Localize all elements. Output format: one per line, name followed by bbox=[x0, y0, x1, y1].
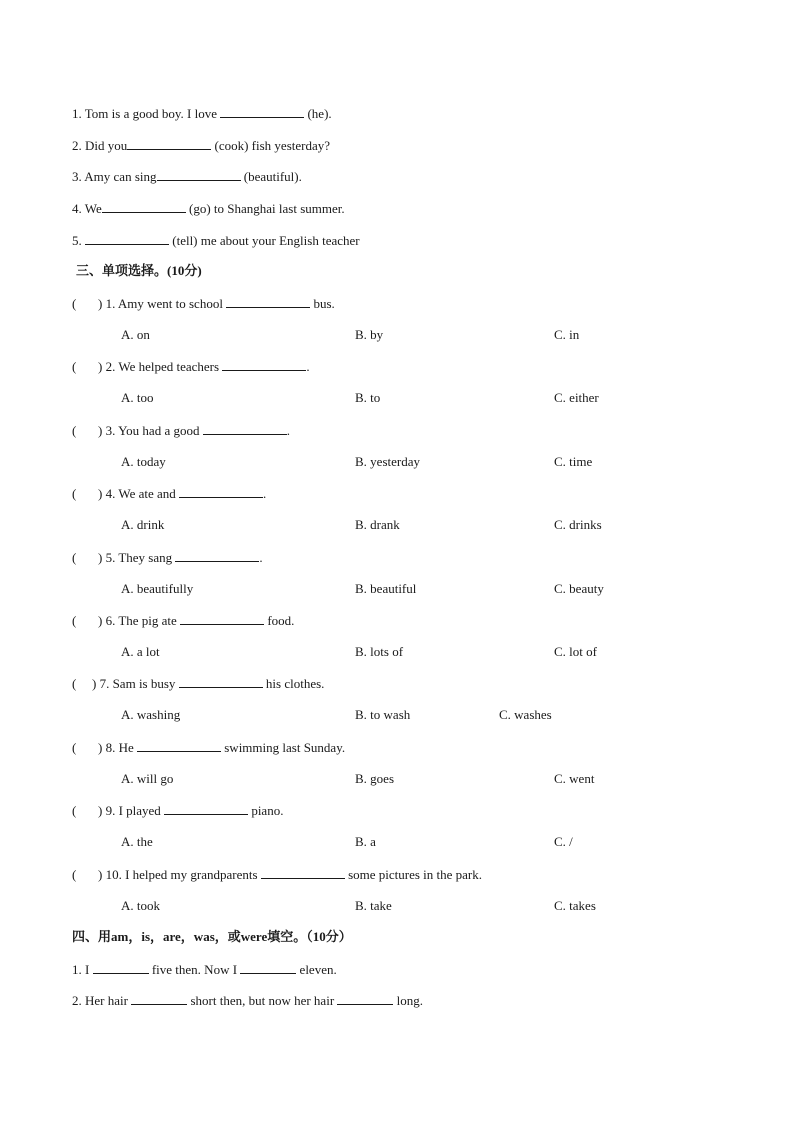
question-text-end: food. bbox=[264, 613, 295, 628]
question-4 bbox=[72, 485, 266, 502]
option-a[interactable]: A. the bbox=[121, 834, 153, 849]
option-c[interactable]: C. time bbox=[554, 454, 593, 469]
question-2 bbox=[72, 358, 310, 375]
answer-blank[interactable] bbox=[137, 739, 221, 752]
item-text: 1. Tom is a good boy. I love bbox=[72, 106, 221, 121]
question-6 bbox=[72, 612, 294, 629]
question-text: ) 9. I played bbox=[98, 803, 165, 818]
fill-verb-item-2 bbox=[72, 992, 423, 1009]
question-text: ) 6. The pig ate bbox=[98, 613, 181, 628]
option-a[interactable]: A. on bbox=[121, 327, 150, 342]
fill-item-4 bbox=[72, 200, 345, 217]
question-text-end: . bbox=[263, 486, 267, 501]
answer-blank[interactable] bbox=[127, 137, 211, 150]
answer-paren[interactable]: ( bbox=[72, 740, 77, 755]
option-b[interactable]: B. lots of bbox=[355, 644, 404, 659]
fill-verb-item-1 bbox=[72, 961, 337, 978]
question-text: ) 1. Amy went to school bbox=[98, 296, 227, 311]
answer-blank[interactable] bbox=[240, 961, 296, 974]
answer-blank[interactable] bbox=[337, 992, 393, 1005]
answer-paren[interactable]: ( bbox=[72, 550, 77, 565]
answer-paren[interactable]: ( bbox=[72, 296, 77, 311]
question-3 bbox=[72, 422, 290, 439]
option-b[interactable]: B. a bbox=[355, 834, 376, 849]
answer-paren[interactable]: ( bbox=[72, 803, 77, 818]
item-hint: (he). bbox=[304, 106, 332, 121]
answer-blank[interactable] bbox=[179, 675, 263, 688]
answer-paren[interactable]: ( bbox=[72, 359, 77, 374]
option-a[interactable]: A. beautifully bbox=[121, 581, 194, 596]
question-text-end: his clothes. bbox=[262, 676, 325, 691]
answer-paren[interactable]: ( bbox=[72, 486, 77, 501]
answer-blank[interactable] bbox=[175, 549, 259, 562]
question-text-end: bus. bbox=[310, 296, 335, 311]
option-b[interactable]: B. beautiful bbox=[355, 581, 417, 596]
item-hint: (cook) fish yesterday? bbox=[211, 138, 331, 153]
fill-item-3 bbox=[72, 168, 302, 185]
answer-paren[interactable]: ( bbox=[72, 613, 77, 628]
item-text: 4. We bbox=[72, 201, 102, 216]
question-7 bbox=[72, 675, 324, 692]
question-text: ) 4. We ate and bbox=[98, 486, 180, 501]
option-b[interactable]: B. by bbox=[355, 327, 384, 342]
answer-paren[interactable]: ( bbox=[72, 676, 77, 691]
option-c[interactable]: C. washes bbox=[499, 707, 552, 722]
option-b[interactable]: B. yesterday bbox=[355, 454, 420, 469]
question-text: ) 5. They sang bbox=[98, 550, 176, 565]
option-a[interactable]: A. today bbox=[121, 454, 166, 469]
option-c[interactable]: C. / bbox=[554, 834, 573, 849]
answer-blank[interactable] bbox=[85, 232, 169, 245]
option-b[interactable]: B. to wash bbox=[355, 707, 411, 722]
question-text: ) 3. You had a good bbox=[98, 423, 203, 438]
option-a[interactable]: A. too bbox=[121, 390, 154, 405]
option-b[interactable]: B. take bbox=[355, 898, 392, 913]
option-c[interactable]: C. drinks bbox=[554, 517, 602, 532]
answer-blank[interactable] bbox=[220, 105, 304, 118]
option-b[interactable]: B. drank bbox=[355, 517, 400, 532]
answer-blank[interactable] bbox=[203, 422, 287, 435]
option-a[interactable]: A. a lot bbox=[121, 644, 160, 659]
item-text: short then, but now her hair bbox=[187, 993, 338, 1008]
option-a[interactable]: A. will go bbox=[121, 771, 174, 786]
option-c[interactable]: C. takes bbox=[554, 898, 596, 913]
answer-blank[interactable] bbox=[222, 358, 306, 371]
option-c[interactable]: C. either bbox=[554, 390, 599, 405]
fill-item-2 bbox=[72, 137, 330, 154]
item-text: 2. Her hair bbox=[72, 993, 132, 1008]
option-a[interactable]: A. took bbox=[121, 898, 160, 913]
fill-item-1 bbox=[72, 105, 332, 122]
option-a[interactable]: A. washing bbox=[121, 707, 181, 722]
section-3-heading: 三、单项选择。(10分) bbox=[76, 263, 202, 278]
item-text: 1. I bbox=[72, 962, 93, 977]
answer-blank[interactable] bbox=[226, 295, 310, 308]
answer-blank[interactable] bbox=[261, 866, 345, 879]
item-text: 3. Amy can sing bbox=[72, 169, 157, 184]
item-text: eleven. bbox=[296, 962, 337, 977]
question-8 bbox=[72, 739, 345, 756]
question-text-end: piano. bbox=[248, 803, 284, 818]
question-text-end: . bbox=[259, 550, 263, 565]
answer-blank[interactable] bbox=[179, 485, 263, 498]
question-9 bbox=[72, 802, 283, 819]
question-text-end: . bbox=[286, 423, 290, 438]
section-4-heading: 四、用am，is，are，was，或were填空。（10分） bbox=[72, 929, 352, 944]
answer-blank[interactable] bbox=[93, 961, 149, 974]
item-text: 2. Did you bbox=[72, 138, 128, 153]
answer-blank[interactable] bbox=[157, 168, 241, 181]
answer-paren[interactable]: ( bbox=[72, 867, 77, 882]
question-text: ) 7. Sam is busy bbox=[92, 676, 179, 691]
question-5 bbox=[72, 549, 263, 566]
question-text: ) 8. He bbox=[98, 740, 137, 755]
option-c[interactable]: C. in bbox=[554, 327, 580, 342]
item-hint: (beautiful). bbox=[240, 169, 302, 184]
item-text: five then. Now I bbox=[148, 962, 241, 977]
option-a[interactable]: A. drink bbox=[121, 517, 165, 532]
question-1 bbox=[72, 295, 335, 312]
item-text: 5. bbox=[72, 233, 85, 248]
option-b[interactable]: B. to bbox=[355, 390, 381, 405]
question-text: ) 10. I helped my grandparents bbox=[98, 867, 261, 882]
answer-blank[interactable] bbox=[164, 802, 248, 815]
question-text: ) 2. We helped teachers bbox=[98, 359, 223, 374]
answer-blank[interactable] bbox=[131, 992, 187, 1005]
item-hint: (go) to Shanghai last summer. bbox=[185, 201, 345, 216]
question-text-end: . bbox=[306, 359, 310, 374]
answer-paren[interactable]: ( bbox=[72, 423, 77, 438]
option-c[interactable]: C. went bbox=[554, 771, 595, 786]
item-hint: (tell) me about your English teacher bbox=[169, 233, 360, 248]
question-text-end: swimming last Sunday. bbox=[221, 740, 346, 755]
option-b[interactable]: B. goes bbox=[355, 771, 394, 786]
fill-item-5 bbox=[72, 232, 360, 249]
question-10 bbox=[72, 866, 482, 883]
option-c[interactable]: C. beauty bbox=[554, 581, 604, 596]
option-c[interactable]: C. lot of bbox=[554, 644, 597, 659]
answer-blank[interactable] bbox=[180, 612, 264, 625]
answer-blank[interactable] bbox=[102, 200, 186, 213]
question-text-end: some pictures in the park. bbox=[344, 867, 482, 882]
item-text: long. bbox=[393, 993, 424, 1008]
